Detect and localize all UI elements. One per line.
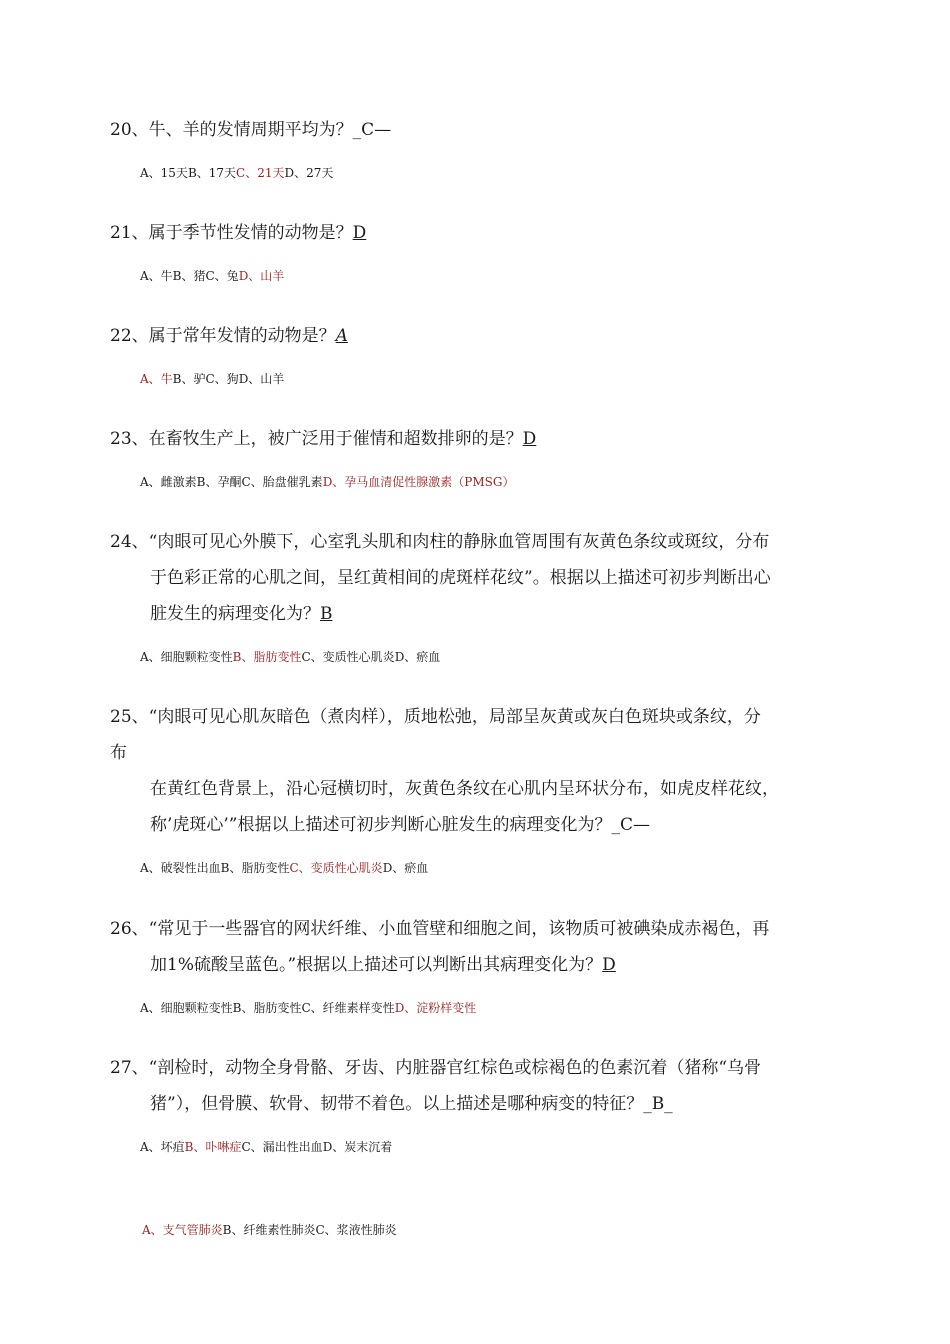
- option-d: D、山羊: [238, 269, 285, 283]
- option-a: A、破裂性出血: [140, 861, 221, 875]
- answer: D: [352, 223, 367, 243]
- question-27-line-1: [110, 1050, 761, 1086]
- options-23: [140, 472, 514, 492]
- option-d: D、瘀血: [394, 650, 441, 664]
- question-text: 于色彩正常的心肌之间，呈红黄相间的虎斑样花纹”。根据以上描述可初步判断出心: [150, 568, 771, 588]
- option-c: C、变质性心肌炎: [289, 861, 383, 875]
- answer: A: [335, 326, 348, 346]
- question-stem: 20、牛、羊的发情周期平均为？_C—: [110, 120, 392, 140]
- option-b: B、脂肪变性: [232, 650, 302, 664]
- question-24-line-1: [110, 524, 769, 560]
- options-20: [140, 163, 333, 183]
- question-text: 布: [110, 743, 127, 763]
- option-b: B、纤维素性肺炎: [222, 1223, 316, 1237]
- option-a: A、细胞颗粒变性: [140, 1001, 233, 1015]
- option-d: D、瘀血: [382, 861, 429, 875]
- question-25-line-3: [150, 771, 779, 807]
- options-27: [140, 1137, 392, 1157]
- option-d: D、27天: [284, 166, 334, 180]
- question-stem: 23、在畜牧生产上，被广泛用于催情和超数排卵的是？: [110, 429, 523, 449]
- question-26-line-1: [110, 911, 769, 947]
- option-c: C、胎盘催乳素: [241, 475, 323, 489]
- option-a: A、牛: [140, 372, 173, 386]
- option-c: C、变质性心肌炎: [301, 650, 395, 664]
- option-c: C、漏出性出血: [241, 1140, 323, 1154]
- options-22: [140, 369, 284, 389]
- option-b: B、脂肪变性: [220, 861, 290, 875]
- question-text: 称’虎斑心’”根据以上描述可初步判断心脏发生的病理变化为？_C—: [150, 815, 651, 835]
- option-b: B、17天: [187, 166, 237, 180]
- question-27-line-2: [150, 1086, 673, 1122]
- option-d: D、孕马血清促性腺激素（PMSG）: [322, 475, 515, 489]
- question-25-line-4: [150, 807, 650, 843]
- question-stem: 21、属于季节性发情的动物是？: [110, 223, 353, 243]
- option-a: A、雌激素: [140, 475, 197, 489]
- option-c: C、浆液性肺炎: [315, 1223, 397, 1237]
- option-b: B、卟啉症: [184, 1140, 242, 1154]
- options-trailing: [142, 1220, 397, 1240]
- question-text: 脏发生的病理变化为？: [150, 604, 320, 624]
- question-text: 加1%硫酸呈蓝色。”根据以上描述可以判断出其病理变化为？: [150, 955, 603, 975]
- option-c: C、纤维素样变性: [301, 1001, 395, 1015]
- option-d: D、山羊: [238, 372, 285, 386]
- options-21: [140, 266, 284, 286]
- option-a: A、支气管肺炎: [142, 1223, 223, 1237]
- question-25-line-1: [110, 699, 761, 735]
- option-c: C、21天: [236, 166, 285, 180]
- question-text: 25、“肉眼可见心肌灰暗色（煮肉样），质地松弛，局部呈灰黄或灰白色斑块或条纹，分: [110, 707, 761, 727]
- option-a: A、细胞颗粒变性: [140, 650, 233, 664]
- answer: B: [320, 604, 333, 624]
- option-b: B、孕酮: [196, 475, 242, 489]
- option-d: D、炭末沉着: [322, 1140, 393, 1154]
- option-b: B、脂肪变性: [232, 1001, 302, 1015]
- question-25-line-2: [110, 735, 127, 771]
- option-a: A、坏疽: [140, 1140, 185, 1154]
- options-24: [140, 647, 440, 667]
- question-24-line-3: [150, 596, 333, 632]
- question-text: 在黄红色背景上，沿心冠横切时，灰黄色条纹在心肌内呈环状分布，如虎皮样花纹，: [150, 779, 779, 799]
- options-26: [140, 998, 476, 1018]
- option-a: A、15天: [140, 166, 188, 180]
- question-text: 27、“剖检时，动物全身骨骼、牙齿、内脏器官红棕色或棕褐色的色素沉着（猪称“乌骨: [110, 1058, 762, 1078]
- answer: D: [602, 955, 616, 975]
- question-23: [110, 421, 536, 457]
- question-stem: 22、属于常年发情的动物是？: [110, 326, 336, 346]
- option-c: C、兔: [205, 269, 239, 283]
- option-a: A、牛: [140, 269, 173, 283]
- options-25: [140, 858, 428, 878]
- option-d: D、淀粉样变性: [394, 1001, 477, 1015]
- question-text: 24、“肉眼可见心外膜下，心室乳头肌和肉柱的静脉血管周围有灰黄色条纹或斑纹，分布: [110, 532, 770, 552]
- answer: D: [522, 429, 537, 449]
- question-26-line-2: [150, 947, 616, 983]
- option-c: C、狗: [205, 372, 239, 386]
- question-20: [110, 112, 391, 148]
- question-text: 猪”），但骨膜、软骨、韧带不着色。以上描述是哪种病变的特征？_B_: [150, 1094, 673, 1114]
- option-b: B、驴: [172, 372, 206, 386]
- question-24-line-2: [150, 560, 771, 596]
- question-21: [110, 215, 366, 251]
- question-22: [110, 318, 348, 354]
- option-b: B、猪: [172, 269, 206, 283]
- question-text: 26、“常见于一些器官的网状纤维、小血管壁和细胞之间，该物质可被碘染成赤褐色，再: [110, 919, 770, 939]
